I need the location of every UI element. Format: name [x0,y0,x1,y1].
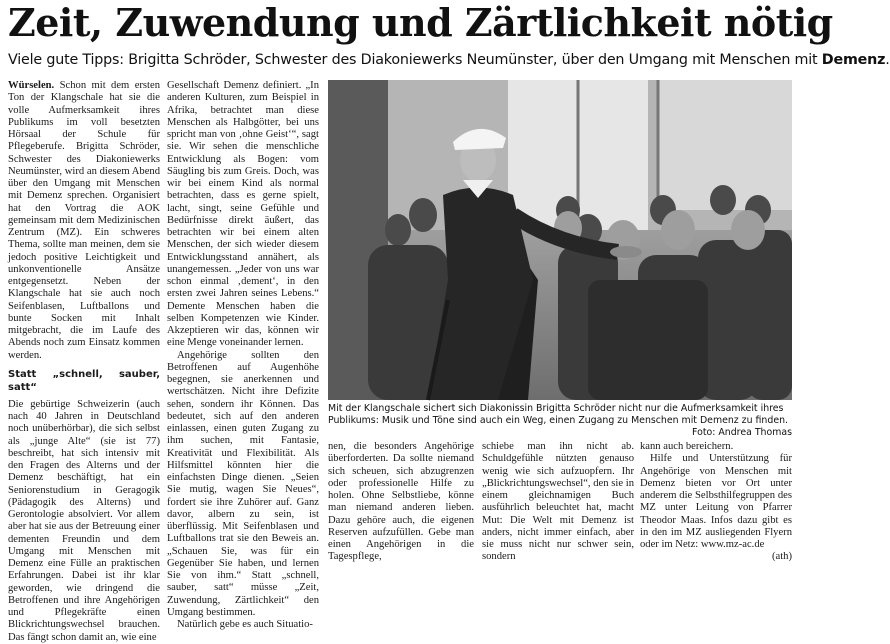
section-subheading: Statt „schnell, sauber, satt“ [8,368,160,393]
intro-paragraph [8,80,160,362]
paragraph-7: kann auch bereichern. [640,441,734,452]
subhead-end: . [885,52,890,68]
article-column-3 [328,441,474,563]
article-column-2 [167,80,319,630]
article-column-5 [640,441,792,563]
paragraph-3: Gesellschaft Demenz definiert. „In anderen Kulturen, zum Beispiel in Afrika, betrachtet man diese Menschen als Halbgötter, bei uns spricht man von ‚ohne Geist‘“, sagt sie. Wir sehen die menschliche Entwicklung als Bogen: vom Säugling bis zum Greis. Doch, was wir bei einem Kind als normal betrachten, dass es gerne spielt, lacht, singt, seine Gefühle und Bedürfnisse direkt äußert, das betrachten wir bei einem alten Menschen, der sich wieder diesem Entwicklungsstand annähert, als unangemessen. „Jeder von uns war schon einmal ‚dement‘, in den ersten zwei Jahren seines Lebens.“ Demente Menschen haben die selben Kompetenzen wie Kinder. Akzeptieren wir das, können wir eine Menge voneinander lernen. [167,80,319,349]
intro-text: Schon mit dem ersten Ton der Klangschale hat sie die volle Aufmerksamkeit ihres Publikums im voll besetzten Hörsaal der Schule für Pflegeberufe. Brigitta Schröder, Schwester des Diakoniewerks Neumünster, wird an diesem Abend über den Umgang mit Menschen mit Demenz sprechen. Organisiert hat den Vortrag die AOK gemeinsam mit dem Medizinischen Zentrum (MZ). Ein schweres Thema, sollte man meinen, dem sie jedoch positive Leichtigkeit und unkonventionelle Ansätze entgegensetzt. Neben der Klangschale hat sie auch noch Seifenblasen, Luftballons und bunte Socken mit Inhalt mitgebracht, die im Laufe des Abends noch zum Einsatz kommen werden. [8,80,161,361]
paragraph-8 [640,453,792,563]
dateline: Würselen. [8,80,55,91]
article-photo [328,80,792,400]
paragraph-8-text: Hilfe und Unterstützung für Angehörige von Menschen mit Demenz bieten vor Ort unter anderem die Selbsthilfegruppen des MZ unter Leitung von Pfarrer Theodor Maas. Infos dazu gibt es in den im MZ ausliegenden Flyern oder im Netz: www.mz-ac.de [640,453,792,550]
subheadline [8,50,890,70]
photo-illustration [328,80,792,400]
photo-credit: Foto: Andrea Thomas [692,427,792,438]
caption-text: Mit der Klangschale sichert sich Diakonissin Brigitta Schröder nicht nur die Aufmerksamkeit ihres Publikums: Musik und Töne sind auch ein Weg, einen Zugang zu Menschen mit Demenz zu finden. [328,403,789,426]
paragraph-5-start: Natürlich gebe es auch Situatio- [177,619,313,630]
photo-caption [328,403,792,439]
subhead-emphasis: Demenz [821,52,886,68]
author-tag: (ath) [772,551,792,563]
headline: Zeit, Zuwendung und Zärtlichkeit nötig [8,0,833,45]
paragraph-4: Angehörige sollten den Betroffenen auf Augenhöhe begegnen, sie anerkennen und wertschätzen. Nicht ihre Defizite sehen, sondern ihr Können. Das bedeutet, sich auf den anderen einlassen, einen guten Zugang zu ihm suchen, mit Fantasie, Kreativität und Flexibilität. Als Hilfsmittel könnten hier die einfachsten Dinge dienen. „Seien Sie mutig, wagen Sie Neues“, fordert sie ihre Zuhörer auf. Ganz davor, albern zu sein, ist überflüssig. Mit Seifenblasen und Luftballons trat sie den Beweis an. „Schauen Sie, was für ein Gegenüber Sie haben, und lernen Sie von ihm.“ Statt „schnell, sauber, satt“ müsse „Zeit, Zuwendung, Zärtlichkeit“ den Umgang bestimmen. [167,349,319,618]
paragraph-5-cont: nen, die besonders Angehörige überforderten. Da sollte niemand sich scheuen, sich abzugrenzen oder professionelle Hilfe zu holen. Ohne Selbstliebe, könne man niemand anderen lieben. Dazu gehöre auch, die eigenen Reserven aufzufüllen. Gebe man einen Angehörigen in die Tagespflege, [328,441,474,563]
paragraph-2: Die gebürtige Schweizerin (auch nach 40 Jahren in Deutschland noch unüberhörbar), die sich selbst als „junge Alte“ (sie ist 77) beschreibt, hat sich intensiv mit den Fragen des Alterns und der Demenz beschäftigt, hat ein Seniorenstudium in Geragogik (Pädagogik des Alterns) und Gerontologie absolviert. Vor allem aber hat sie aus der Betreuung einer dementen Freundin und dem Umgang mit Menschen mit Demenz eine Fülle an praktischen Erfahrungen. Dabei ist ihr klar geworden, wie dringend die Betroffenen und ihre Angehörigen und Pflegekräfte einen Blickrichtungswechsel brauchen. Das fängt schon damit an, wie eine [8,398,160,643]
paragraph-6: schiebe man ihn nicht ab. Schuldgefühle nützten genauso wenig wie sich aufzuopfern. Ihr „Blickrichtungswechsel“, den sie in einem gleichnamigen Buch ausführlich beleuchtet hat, macht Mut: Die Welt mit Demenz ist anders, nicht immer einfach, aber sie muss nicht nur schwer sein, sondern [482,441,634,563]
subhead-text: Viele gute Tipps: Brigitta Schröder, Schwester des Diakoniewerks Neumünster, über den Umgang mit Menschen mit [8,52,822,68]
article-column-4 [482,441,634,563]
article-column-1 [8,80,161,643]
